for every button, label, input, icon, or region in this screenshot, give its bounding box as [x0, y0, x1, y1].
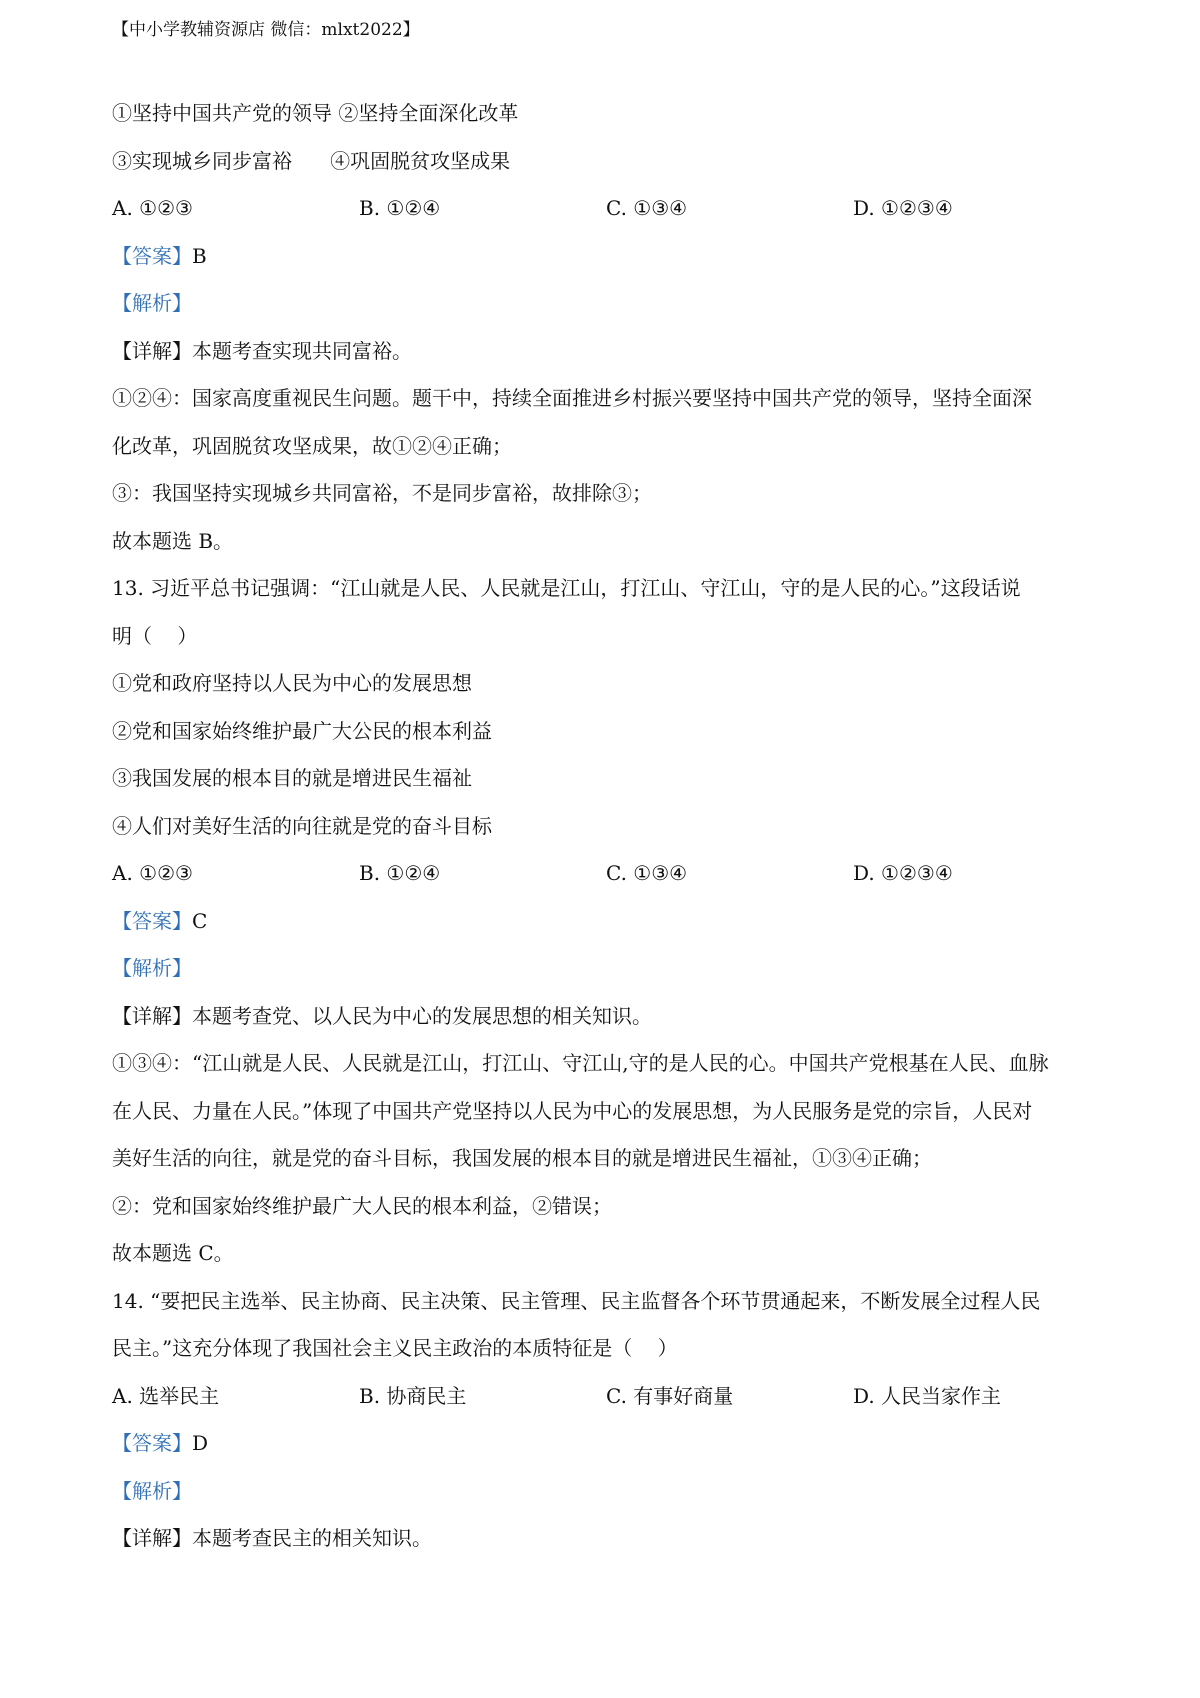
detail-tag: 【详解】 [112, 338, 192, 363]
q12-answer [112, 233, 1102, 281]
answer-tag: 【答案】 [112, 1431, 192, 1455]
answer-tag: 【答案】 [112, 243, 192, 268]
q12-option-b: B. ①②④ [359, 196, 441, 220]
q12-body-4: 故本题选 B。 [112, 528, 234, 553]
q14-answer-value: D [192, 1431, 209, 1455]
q13-statement-1: ①党和政府坚持以人民为中心的发展思想 [112, 671, 472, 695]
q12-detail-text: 本题考查实现共同富裕。 [192, 338, 412, 363]
q14-option-b: B. 协商民主 [359, 1383, 467, 1408]
detail-tag: 【详解】 [112, 1003, 192, 1028]
q12-body-1: ①②④：国家高度重视民生问题。题干中，持续全面推进乡村振兴要坚持中国共产党的领导，坚持全面深 [112, 386, 1032, 410]
q13-answer [112, 898, 1102, 946]
q13-answer-value: C [192, 908, 208, 933]
q13-body-4: ②：党和国家始终维护最广大人民的根本利益，②错误； [112, 1193, 612, 1218]
q13-option-a: A. ①②③ [112, 861, 193, 885]
page-header: 【中小学教辅资源店 微信：mlxt2022】 [112, 20, 420, 40]
q13-option-b: B. ①②④ [359, 861, 441, 885]
q12-detail [112, 328, 1102, 376]
q12-statement-2: ③实现城乡同步富裕 ④巩固脱贫攻坚成果 [112, 148, 511, 173]
q12-analysis [112, 280, 1102, 328]
q14-option-c: C. 有事好商量 [606, 1383, 734, 1408]
q13-analysis [112, 945, 1102, 993]
q12-body-3: ③：我国坚持实现城乡共同富裕，不是同步富裕，故排除③； [112, 481, 652, 505]
q13-body-3: 美好生活的向往，就是党的奋斗目标，我国发展的根本目的就是增进民生福祉，①③④正确； [112, 1146, 932, 1170]
q13-option-c: C. ①③④ [606, 861, 688, 885]
q14-option-a: A. 选举民主 [112, 1383, 220, 1408]
analysis-tag: 【解析】 [112, 1478, 192, 1503]
q12-option-d: D. ①②③④ [853, 196, 953, 220]
q13-stem-1: 13. 习近平总书记强调：“江山就是人民、人民就是江山，打江山、守江山，守的是人民的心。”这段话说 [112, 576, 1021, 600]
q14-detail-text: 本题考查民主的相关知识。 [192, 1526, 432, 1550]
q14-stem-1: 14. “要把民主选举、民主协商、民主决策、民主管理、民主监督各个环节贯通起来，不断发展全过程人民 [112, 1288, 1041, 1313]
q13-options [112, 850, 1102, 898]
q13-body-1: ①③④：“江山就是人民、人民就是江山，打江山、守江山,守的是人民的心。中国共产党根基在人民、血脉 [112, 1051, 1049, 1075]
q12-option-c: C. ①③④ [606, 196, 688, 220]
q13-statement-4: ④人们对美好生活的向往就是党的奋斗目标 [112, 813, 492, 838]
q12-statement-1: ①坚持中国共产党的领导 ②坚持全面深化改革 [112, 101, 519, 125]
q14-answer [112, 1420, 1102, 1468]
q13-detail [112, 993, 1102, 1041]
q12-options [112, 185, 1102, 233]
q13-option-d: D. ①②③④ [853, 861, 953, 885]
q13-statement-3: ③我国发展的根本目的就是增进民生福祉 [112, 766, 472, 790]
q12-body-2: 化改革，巩固脱贫攻坚成果，故①②④正确； [112, 433, 512, 458]
q13-detail-text: 本题考查党、以人民为中心的发展思想的相关知识。 [192, 1003, 652, 1028]
page-content [112, 90, 1102, 1563]
q12-option-a: A. ①②③ [112, 196, 193, 220]
q14-options [112, 1373, 1102, 1421]
detail-tag: 【详解】 [112, 1526, 192, 1550]
q14-stem-2: 民主。”这充分体现了我国社会主义民主政治的本质特征是（ ） [112, 1336, 678, 1360]
q14-detail [112, 1515, 1102, 1563]
q14-analysis [112, 1468, 1102, 1516]
q13-body-5: 故本题选 C。 [112, 1241, 234, 1265]
q14-option-d: D. 人民当家作主 [853, 1383, 1002, 1408]
answer-tag: 【答案】 [112, 908, 192, 933]
q13-statement-2: ②党和国家始终维护最广大公民的根本利益 [112, 718, 492, 743]
q13-body-2: 在人民、力量在人民。”体现了中国共产党坚持以人民为中心的发展思想，为人民服务是党的宗旨，人民对 [112, 1098, 1033, 1123]
q12-answer-value: B [192, 243, 207, 268]
analysis-tag: 【解析】 [112, 956, 192, 980]
analysis-tag: 【解析】 [112, 291, 192, 315]
q13-stem-2: 明（ ） [112, 623, 198, 648]
